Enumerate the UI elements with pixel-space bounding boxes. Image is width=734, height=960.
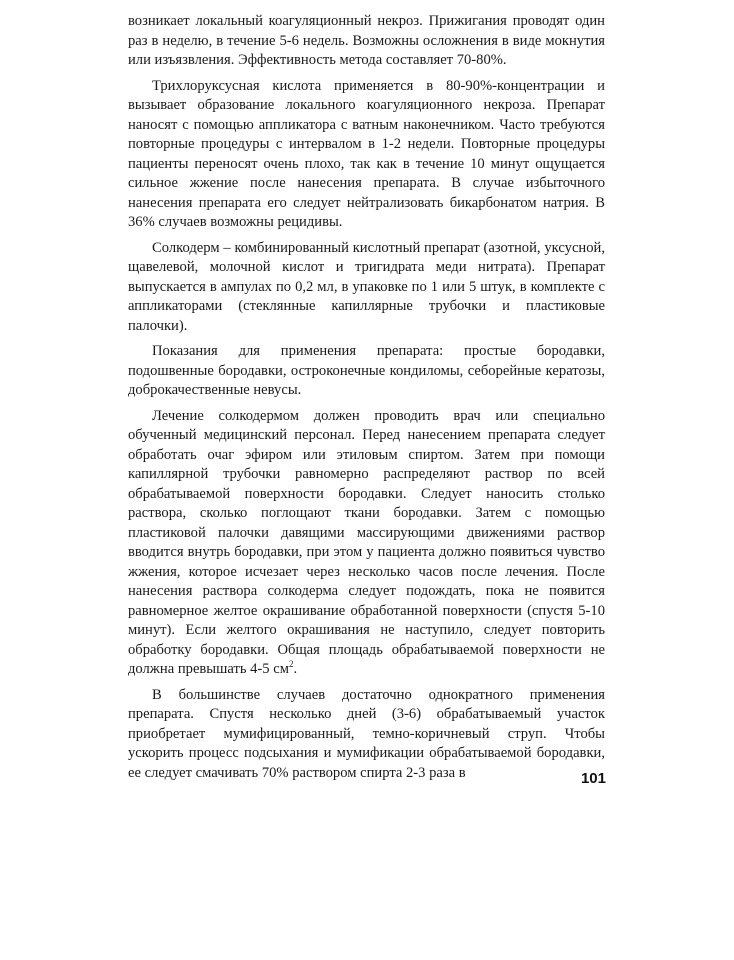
paragraph-6: В большинстве случаев достаточно однократного применения препарата. Спустя несколько дней (3-6) обрабатываемый участок приобретает мумифицированный, темно-коричневый струп. Чтобы ускорить процесс подсыхания и мумификации обрабатываемой бородавки, ее следует смачивать 70% раствором спирта 2-3 раза в	[128, 686, 605, 781]
paragraph-4: Показания для применения препарата: простые бородавки, подошвенные бородавки, остроконечные кондиломы, себорейные кератозы, доброкачественные невусы.	[128, 343, 605, 398]
paragraph-3: Солкодерм – комбинированный кислотный препарат (азотной, уксусной, щавелевой, молочной кислот и тригидрата меди нитрата). Препарат выпускается в ампулах по 0,2 мл, в упаковке по 1 или 5 штук, в комплекте с аппликаторами (стеклянные капиллярные трубочки и пластиковые палочки).	[128, 239, 605, 334]
paragraph-5-end: .	[293, 661, 298, 677]
page-number: 101	[580, 770, 606, 787]
paragraph-1: возникает локальный коагуляционный некроз. Прижигания проводят один раз в неделю, в течение 5-6 недель. Возможны осложнения в виде мокнутия или изъязвления. Эффективность метода составляет 70-80%.	[128, 13, 605, 68]
paragraph-2: Трихлоруксусная кислота применяется в 80-90%-концентрации и вызывает образование локального коагуляционного некроза. Препарат наносят с помощью аппликатора с ватным наконечником. Часто требуются повторные процедуры с интервалом в 1-2 недели. Повторные процедуры пациенты переносят очень плохо, так как в течение 10 минут ощущается сильное жжение после нанесения препарата. В случае избыточного нанесения препарата его следует нейтрализовать бикарбонатом натрия. В 36% случаев возможны рецидивы.	[128, 77, 605, 230]
paragraph-5-text: Лечение солкодермом должен проводить врач или специально обученный медицинский персонал. Перед нанесением препарата следует обработать очаг эфиром или этиловым спиртом. Затем при помощи капиллярной трубочки равномерно распределяют раствор по всей обрабатываемой поверхности бородавки. Следует наносить столько раствора, сколько поглощают ткани бородавки. Затем с помощью пластиковой палочки давящими массирующими движениями раствор вводится внутрь бородавки, при этом у пациента должно появиться чувство жжения, которое исчезает через несколько часов после лечения. После нанесения раствора солкодерма следует подождать, пока не появится равномерное желтое окрашивание обработанной поверхности (спустя 5-10 минут). Если желтого окрашивания не наступило, следует повторить обработку бородавки. Общая площадь обрабатываемой поверхности не должна превышать 4-5 см	[128, 407, 605, 677]
superscript-unit: 2	[288, 659, 294, 670]
page-text-block	[128, 12, 605, 789]
paragraph-5	[128, 407, 605, 680]
